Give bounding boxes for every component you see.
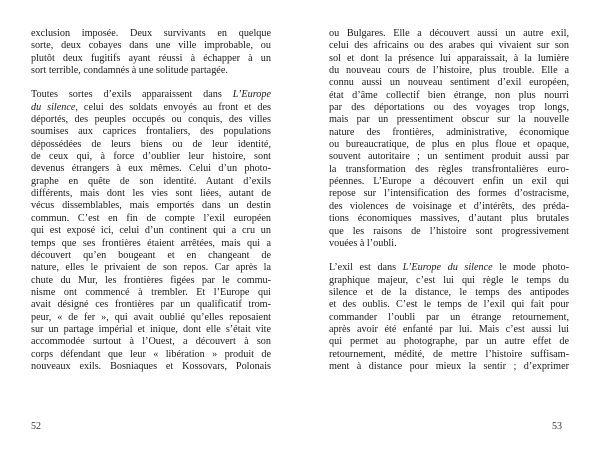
text-line: retournement, médité, de mettre l’histoire suffisam- — [329, 348, 569, 360]
left-paragraph-1 — [31, 28, 271, 77]
text-line — [31, 102, 271, 114]
text-run: L’exil est dans — [329, 262, 403, 274]
text-line: peur, « de fer », qui avait oublié qu’elles reposaient — [31, 311, 271, 323]
text-line: exclusion imposée. Deux survivants en quelque — [31, 28, 271, 39]
text-line: après avoir été enfanté par lui. Mais c’est aussi lui — [329, 323, 569, 335]
text-line: nouveaux exils. Bosniaques et Kossovars, Polonais — [31, 360, 271, 372]
text-line: silence et de la distance, le temps des antipodes — [329, 286, 569, 298]
text-line: vouées à l’oubli. — [329, 237, 397, 249]
text-line: de ceux qui, à force d’oublier leur histoire, sont — [31, 151, 271, 163]
text-line: repose sur l’intensification des formes d’ostracisme, — [329, 188, 569, 200]
text-line: déportés, des peuples occupés ou conquis, des villes — [31, 114, 271, 126]
text-line: différents, mais dont les vies sont liées, autant de — [31, 188, 271, 200]
book-title: L’Europe — [232, 89, 271, 101]
right-paragraph-1 — [329, 28, 569, 250]
text-line: nature, elles le privaient de son repos. Car après la — [31, 262, 271, 274]
text-line: connu aussi un nouveau sentiment d’exil européen, — [329, 77, 569, 89]
text-line: vécus dissemblables, mais emportés dans un destin — [31, 200, 271, 212]
text-line: graphique majeur, c’est lui qui règle le temps du — [329, 274, 569, 286]
text-line: des violences de voisinage et d’intérêts, des préda- — [329, 200, 569, 212]
text-line: dépossédées de leurs biens ou de leur identité, — [31, 138, 271, 150]
text-line: sorte, deux cobayes dans une ville improbable, ou — [31, 40, 271, 52]
right-page — [329, 28, 569, 373]
text-line: ou bureaucratique, de plus en plus floue et opaque, — [329, 139, 569, 151]
text-line: tions économiques massives, d’autant plus brutales — [329, 213, 569, 225]
text-line: qui permet au photographe, par un autre effet de — [329, 336, 569, 348]
text-line — [31, 89, 271, 101]
text-line: graphe en quête de son identité. Autant d’exils — [31, 175, 271, 187]
text-line: plutôt deux fugitifs ayant réussi à échapper à un — [31, 52, 271, 64]
text-line: par des déportations ou des voyages trop longs, — [329, 102, 569, 114]
text-line — [329, 262, 569, 274]
text-line: chute du Mur, les frontières figées par le commu- — [31, 274, 271, 286]
text-line: corps défendant que leur « libération » produit de — [31, 348, 271, 360]
text-line: et des oublis. C’est le temps de l’exil qui fait pour — [329, 299, 569, 311]
text-line: nature des frontières, administrative, économique — [329, 126, 569, 138]
text-line: qui est exposé ici, celui d’un continent qui a cru un — [31, 225, 271, 237]
right-paragraph-2 — [329, 262, 569, 373]
text-line: état d’âme collectif bien étrange, non plus nourri — [329, 89, 569, 101]
left-page-number: 52 — [31, 421, 41, 432]
text-line: avait désigné ces frontières par un qualificatif trom- — [31, 299, 271, 311]
text-line: péennes. L’Europe a découvert enfin un exil qui — [329, 176, 569, 188]
paragraph-gap — [329, 250, 569, 262]
text-line: accommodée surtout à l’Ouest, a découvert à son — [31, 336, 271, 348]
text-run: Toutes sortes d’exils apparaissent dans — [31, 89, 233, 101]
text-line: devenus étrangers à eux mêmes. Celui d’un photo- — [31, 163, 271, 175]
text-run: , celui des soldats envoyés au front et des — [75, 101, 271, 113]
text-line: celui des africains ou des arabes qui vivaient sur son — [329, 40, 569, 52]
text-run: le mode photo- — [492, 262, 569, 274]
text-line: la transformation des règles transfrontalières euro- — [329, 163, 569, 175]
text-line: découvert qu’en bougeant et en changeant de — [31, 249, 271, 261]
text-line: commander l’oubli par un étrange retournement, — [329, 311, 569, 323]
text-line: temps que ses frontières étaient arrêtées, mais qui a — [31, 237, 271, 249]
book-title: L’Europe du silence — [402, 262, 493, 274]
left-paragraph-2 — [31, 89, 271, 373]
text-line: nisme ont commencé à trembler. Et l’Europe qui — [31, 286, 271, 298]
book-title: du silence — [31, 101, 76, 113]
text-line: souvent autoritaire ; un sentiment produit aussi par — [329, 151, 569, 163]
text-line: ment à distance pour mieux la sentir ; d’exprimer — [329, 360, 569, 372]
text-line: mais par un pressentiment obscur sur la nouvelle — [329, 114, 569, 126]
text-line: sur un partage impérial et inique, dont elle s’était vite — [31, 323, 271, 335]
text-line: ou Bulgares. Elle a découvert aussi un autre exil, — [329, 28, 569, 39]
text-line: soumises aux caprices frontaliers, des populations — [31, 126, 271, 138]
text-line: du nouveau cours de l’histoire, plus trouble. Elle a — [329, 65, 569, 77]
text-line: sol et dont la présence lui apparaissait, à la lumière — [329, 52, 569, 64]
text-line: sort terrible, condamnés à une solitude partagée. — [31, 65, 228, 77]
left-page — [31, 28, 271, 373]
paragraph-gap — [31, 77, 271, 89]
text-line: que les raisons de l’histoire sont progressivement — [329, 225, 569, 237]
text-line: commun. C’est en fin de compte l’exil européen — [31, 212, 271, 224]
right-page-number: 53 — [552, 421, 562, 432]
